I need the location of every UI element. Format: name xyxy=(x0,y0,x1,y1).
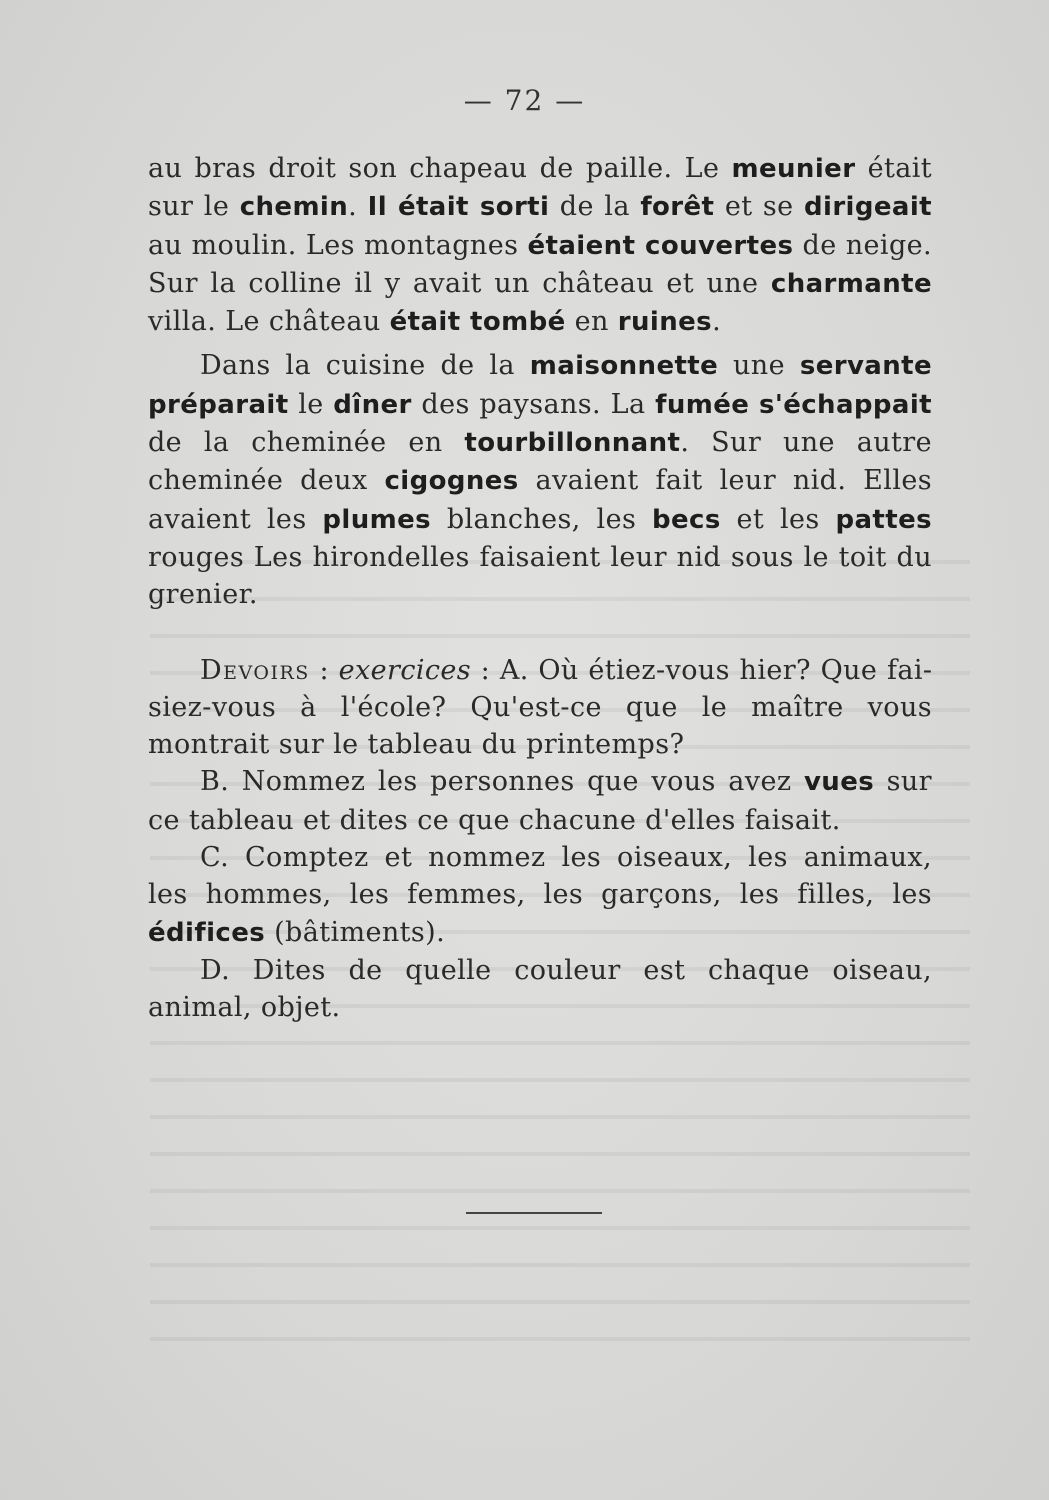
page-number: — 72 — xyxy=(463,84,586,117)
bold-word: chemin xyxy=(239,192,349,223)
text-run: rouges Les hirondelles faisaient leur nid sous le toit du grenier. xyxy=(148,541,932,611)
bold-word: étaient couvertes xyxy=(527,230,794,261)
section-end-rule xyxy=(466,1212,602,1214)
text-run: et se xyxy=(714,191,805,223)
bold-word: pattes xyxy=(835,504,932,535)
bold-word: charmante xyxy=(770,268,932,299)
bold-word: dîner xyxy=(333,389,412,420)
text-run xyxy=(749,389,759,420)
text-run: au bras droit son chapeau de paille. Le xyxy=(148,153,732,184)
text-run: en xyxy=(565,306,618,338)
bold-word: édifices xyxy=(148,917,266,948)
text-run: de la cheminée en xyxy=(148,427,465,459)
bold-word: becs xyxy=(652,504,721,535)
bold-word: plumes xyxy=(322,504,432,535)
bold-word: Il était sorti xyxy=(367,192,550,223)
exercise-d xyxy=(148,952,932,1027)
text-run: de la xyxy=(549,191,641,223)
text-run: : xyxy=(471,654,500,686)
bold-word: était tombé xyxy=(389,307,566,338)
text-run: avaient fait leur nid. Elles avaient les xyxy=(148,465,932,535)
text-run: le xyxy=(288,388,334,420)
exercise-d-text: D. Dites de quelle couleur est chaque oiseau, animal, objet. xyxy=(148,954,932,1024)
text-run: de neige. Sur la colline il y avait un château et une xyxy=(148,229,932,299)
bold-word: servante préparait xyxy=(148,351,933,420)
paragraph-1 xyxy=(148,150,932,341)
exercices-subheading: exercices xyxy=(338,654,472,686)
text-run: C. Comptez et nommez les oiseaux, les animaux, les hommes, les femmes, les garçons, les filles, les xyxy=(148,842,932,911)
text-run: Dans la cuisine de la xyxy=(200,350,530,382)
text-run: villa. Le château xyxy=(148,306,390,338)
text-run: des paysans. La xyxy=(411,388,656,420)
text-run: sur ce tableau et dites ce que chacune d'elles faisait. xyxy=(148,766,932,836)
text-run: B. Nommez les personnes que vous avez xyxy=(200,766,804,798)
text-run: au moulin. Les montagnes xyxy=(148,229,528,261)
text-run: : xyxy=(309,654,339,686)
text-run: (bâtiments). xyxy=(265,916,446,948)
text-run: une xyxy=(718,350,800,382)
text-run: blanches, les xyxy=(431,503,653,535)
bold-word: vues xyxy=(803,767,875,798)
bold-word: ruines xyxy=(617,307,713,338)
bold-word: tourbillonnant xyxy=(464,428,681,459)
bold-word: forêt xyxy=(640,192,715,223)
paragraph-2 xyxy=(148,347,932,613)
bold-word: dirigeait xyxy=(804,192,933,223)
text-run: . xyxy=(348,191,368,223)
exercise-b xyxy=(148,763,932,839)
bold-word: cigognes xyxy=(384,466,519,497)
exercise-a xyxy=(148,652,932,764)
bold-word: s'échappait xyxy=(758,389,932,420)
bold-word: maisonnette xyxy=(529,351,719,382)
exercise-a-text: A. Où étiez-vous hier? Que faisiez-vous à l'école? Qu'est-ce que le maître vous montrait sur le tableau du printemps? xyxy=(148,654,932,761)
body-text xyxy=(148,150,932,1027)
devoirs-heading: Devoirs xyxy=(200,654,310,686)
text-run: . Sur une autre cheminée deux xyxy=(148,427,932,497)
text-run: . xyxy=(712,306,722,338)
text-run: était sur le xyxy=(148,153,932,223)
bold-word: meunier xyxy=(731,154,856,184)
bold-word: fumée xyxy=(655,389,750,420)
text-run: et les xyxy=(720,503,836,535)
exercise-c xyxy=(148,839,932,952)
